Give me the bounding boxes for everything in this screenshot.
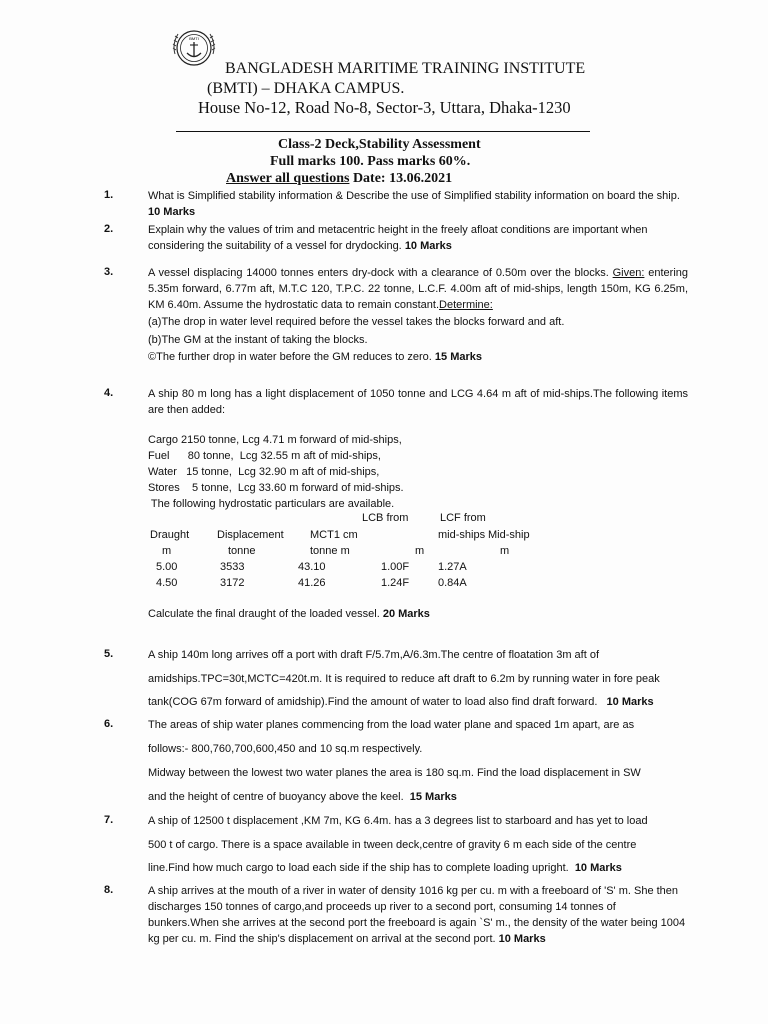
- table-unit: tonne: [228, 545, 256, 557]
- table-header-midship: Mid-ship: [488, 529, 530, 541]
- table-cell: 4.50: [156, 577, 178, 589]
- question-4-item: Stores 5 tonne, Lcg 33.60 m forward of mid-ships.: [148, 482, 404, 494]
- table-cell: 3533: [220, 561, 245, 573]
- header-divider: [176, 131, 590, 132]
- question-6-line: [148, 789, 688, 805]
- table-unit: m: [415, 545, 425, 557]
- question-marks: 15 Marks: [409, 791, 457, 803]
- question-number: 1.: [104, 189, 114, 201]
- question-number: 4.: [104, 387, 114, 399]
- question-7-line: A ship of 12500 t displacement ,KM 7m, KG 6.4m. has a 3 degrees list to starboard and has yet to load: [148, 815, 648, 827]
- question-2: [148, 222, 693, 254]
- question-5-line: [148, 694, 688, 710]
- question-7-line: 500 t of cargo. There is a space available in tween deck,centre of gravity 6 m each side of the centre: [148, 839, 637, 851]
- institute-address: House No-12, Road No-8, Sector-3, Uttara, Dhaka-1230: [198, 98, 571, 117]
- question-8: [148, 883, 688, 947]
- question-5-line: A ship 140m long arrives off a port with draft F/5.7m,A/6.3m.The centre of floatation 3m aft of: [148, 649, 600, 661]
- question-number: 6.: [104, 718, 114, 730]
- exam-marks: Full marks 100. Pass marks 60%.: [270, 154, 471, 169]
- question-4-hydro-intro: The following hydrostatic particulars are available.: [148, 498, 395, 510]
- bmti-logo: [170, 24, 218, 72]
- table-header-midships: mid-ships: [438, 529, 486, 541]
- question-text: What is Simplified stability information & Describe the use of Simplified stability information on board the ship.: [148, 190, 680, 202]
- question-4-intro: A ship 80 m long has a light displacement of 1050 tonne and LCG 4.64 m aft of mid-ships.The following items are then added:: [148, 388, 688, 416]
- question-number: 3.: [104, 266, 114, 278]
- given-label: Given:: [612, 267, 645, 279]
- question-number: 7.: [104, 814, 114, 826]
- table-cell: 41.26: [298, 577, 326, 589]
- question-text: ©The further drop in water before the GM reduces to zero.: [148, 351, 435, 363]
- table-cell: 1.27A: [438, 561, 467, 573]
- question-1: [148, 188, 693, 220]
- table-header-lcf: LCF from: [440, 512, 486, 524]
- table-header-displacement: Displacement: [217, 529, 284, 541]
- table-cell: 1.24F: [381, 577, 410, 589]
- table-header-draught: Draught: [150, 529, 190, 541]
- question-7-line: [148, 860, 688, 876]
- table-cell: 5.00: [156, 561, 178, 573]
- question-text: entering 5.35m forward, 6.77m aft, M.T.C 120, T.P.C. 22 tonne, L.C.F. 4.00m aft of mid-ships, length 150m, KG 6.25m, KM 6.40m. Assume the hydrostatic data to remain constant.: [148, 267, 688, 311]
- question-text: Calculate the final draught of the loaded vessel.: [148, 608, 383, 620]
- question-number: 8.: [104, 884, 114, 896]
- determine-label: Determine:: [439, 299, 493, 311]
- table-unit: m: [500, 545, 510, 557]
- table-header-mct: MCT1 cm: [310, 529, 358, 541]
- question-number: 2.: [104, 223, 114, 235]
- table-cell: 1.00F: [381, 561, 410, 573]
- question-marks: 10 Marks: [574, 862, 622, 874]
- campus-name: (BMTI) – DHAKA CAMPUS.: [207, 80, 405, 97]
- question-6-line: The areas of ship water planes commencing from the load water plane and spaced 1m apart, are as: [148, 719, 635, 731]
- question-marks: 20 Marks: [382, 608, 430, 620]
- question-marks: 10 Marks: [148, 206, 196, 218]
- question-3-part-c: [148, 349, 688, 365]
- table-header-lcb: LCB from: [362, 512, 409, 524]
- question-6-line: follows:- 800,760,700,600,450 and 10 sq.m respectively.: [148, 743, 423, 755]
- question-3: [148, 265, 688, 313]
- institute-name: BANGLADESH MARITIME TRAINING INSTITUTE: [225, 60, 586, 77]
- question-4-item: Fuel 80 tonne, Lcg 32.55 m aft of mid-ships,: [148, 450, 381, 462]
- question-text: Explain why the values of trim and metacentric height in the freely afloat conditions are important when considering the suitability of a vessel for drydocking.: [148, 224, 648, 252]
- question-4-item: Cargo 2150 tonne, Lcg 4.71 m forward of mid-ships,: [148, 434, 402, 446]
- question-text: tank(COG 67m forward of amidship).Find the amount of water to load also find draft forward.: [148, 696, 607, 708]
- question-marks: 10 Marks: [404, 240, 452, 252]
- exam-instruction-line: [226, 171, 452, 187]
- question-text: A vessel displacing 14000 tonnes enters dry-dock with a clearance of 0.50m over the blocks.: [148, 267, 613, 279]
- question-5-line: amidships.TPC=30t,MCTC=420t.m. It is required to reduce aft draft to 6.2m by running water in fore peak: [148, 673, 660, 685]
- question-3-part-a: (a)The drop in water level required before the vessel takes the blocks forward and aft.: [148, 316, 565, 328]
- table-cell: 3172: [220, 577, 245, 589]
- exam-date: Date: 13.06.2021: [349, 171, 453, 186]
- question-text: and the height of centre of buoyancy above the keel.: [148, 791, 410, 803]
- question-number: 5.: [104, 648, 114, 660]
- table-cell: 43.10: [298, 561, 326, 573]
- logo-text: BMTI: [189, 36, 199, 41]
- question-text: A ship arrives at the mouth of a river in water of density 1016 kg per cu. m with a freeboard of 'S' m. She then discharges 150 tonnes of cargo,and proceeds up river to a second port, consuming 14 tonnes of bunkers.When she arrives at the second port the freeboard is again `S' m., the density of the water being 1004 kg per cu. m. Find the ship's displacement on arrival at the second port.: [148, 885, 686, 945]
- question-marks: 10 Marks: [606, 696, 654, 708]
- table-unit: tonne m: [310, 545, 350, 557]
- exam-title: Class-2 Deck,Stability Assessment: [278, 137, 481, 152]
- exam-instruction: Answer all questions: [226, 171, 350, 186]
- table-cell: 0.84A: [438, 577, 467, 589]
- question-4-item: Water 15 tonne, Lcg 32.90 m aft of mid-ships,: [148, 466, 380, 478]
- question-4-task: [148, 606, 688, 622]
- question-marks: 15 Marks: [434, 351, 483, 363]
- question-marks: 10 Marks: [498, 933, 546, 945]
- question-6-line: Midway between the lowest two water planes the area is 180 sq.m. Find the load displacement in SW: [148, 767, 641, 779]
- question-text: line.Find how much cargo to load each side if the ship has to complete loading upright.: [148, 862, 575, 874]
- question-3-part-b: (b)The GM at the instant of taking the blocks.: [148, 334, 368, 346]
- table-unit: m: [162, 545, 172, 557]
